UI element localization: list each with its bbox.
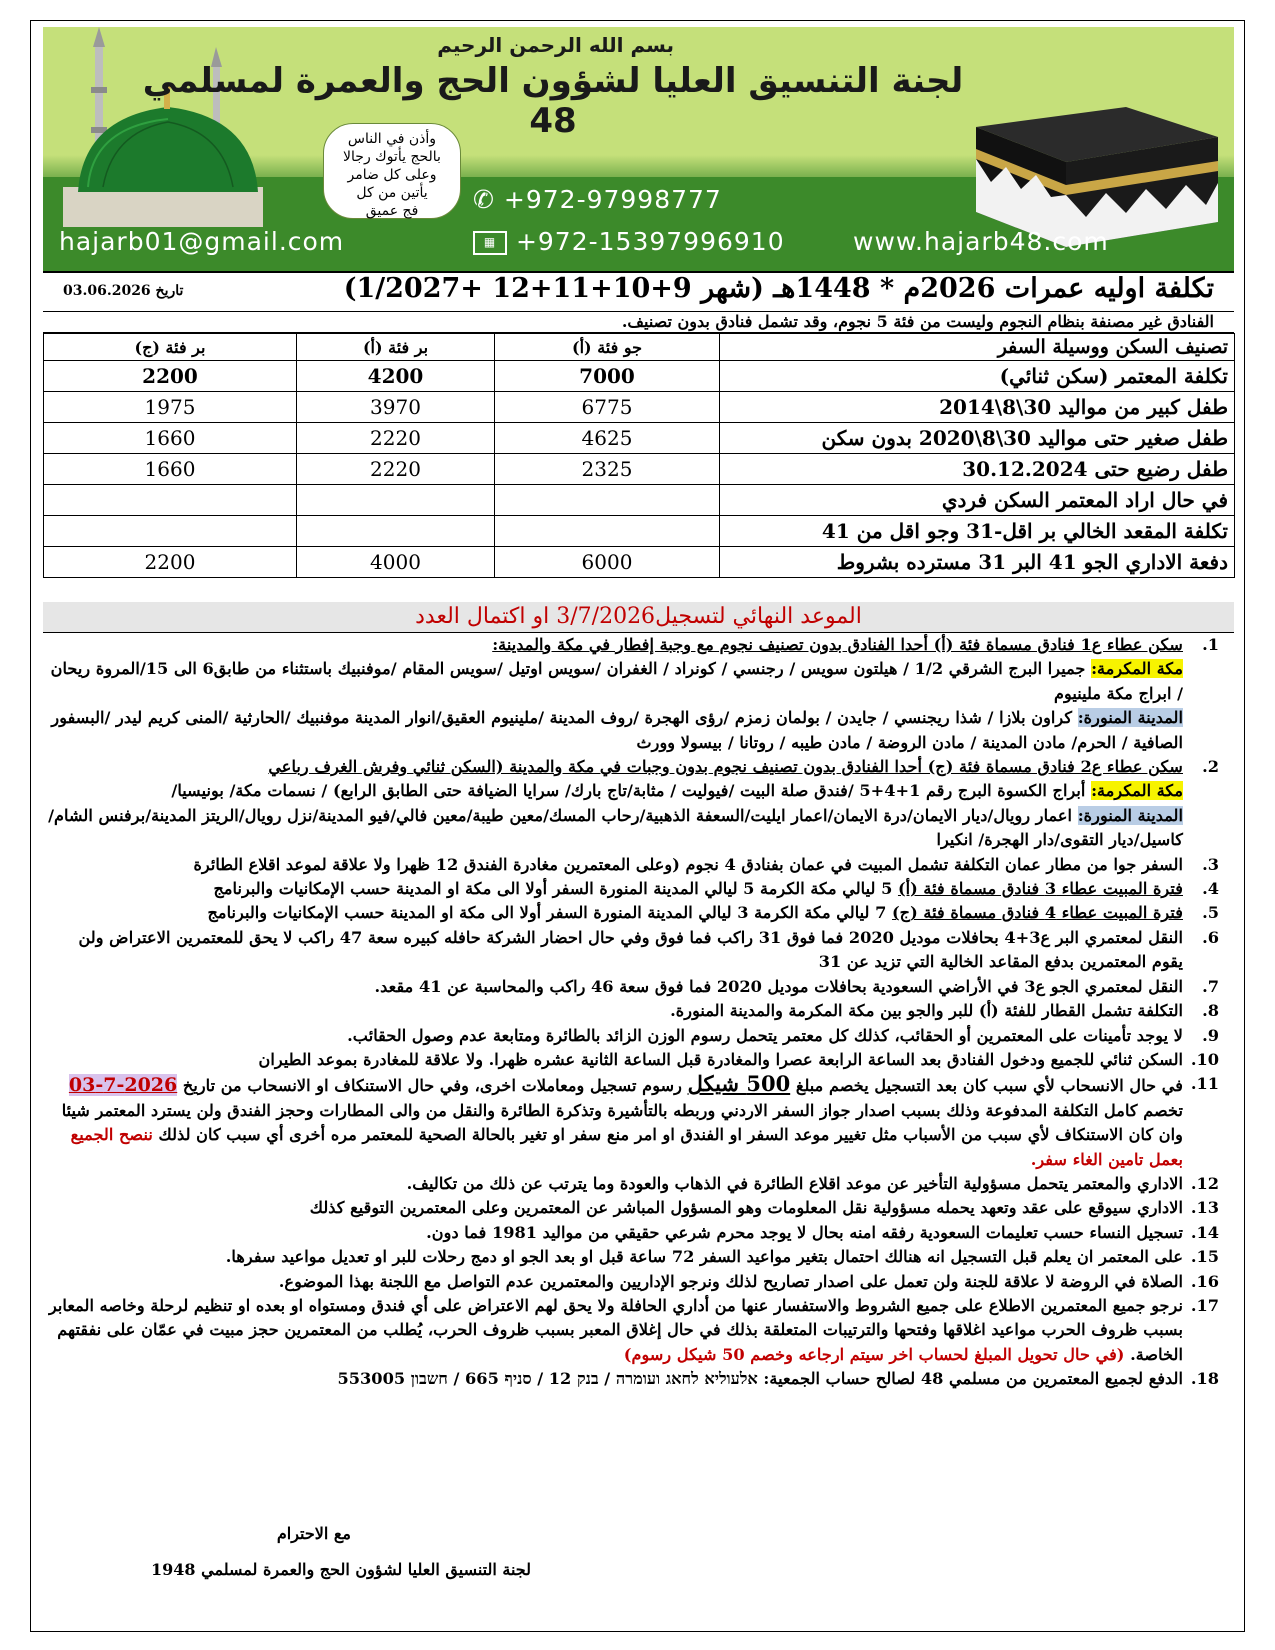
price-cell xyxy=(297,485,495,516)
condition-number: 18. xyxy=(1190,1369,1219,1389)
condition-number: 5. xyxy=(1202,903,1219,923)
condition-number: 11. xyxy=(1190,1074,1219,1094)
condition-item xyxy=(43,755,1223,853)
price-cell: 3970 xyxy=(297,392,495,423)
document-date: تاريخ 03.06.2026 xyxy=(63,283,184,299)
row-label: طفل صغير حتى مواليد 30\8\2020 بدون سكن xyxy=(720,423,1235,454)
price-cell: 4000 xyxy=(297,547,495,578)
condition-number: 16. xyxy=(1190,1271,1219,1291)
table-row xyxy=(44,454,1235,485)
row-label: في حال اراد المعتمر السكن فردي xyxy=(720,485,1235,516)
price-list-header xyxy=(43,271,1234,312)
mobile-contact xyxy=(473,227,785,256)
column-header: بر فئة (ج) xyxy=(44,334,297,361)
condition-number: 15. xyxy=(1190,1247,1219,1267)
price-cell: 2200 xyxy=(44,547,297,578)
price-cell: 2200 xyxy=(44,361,297,392)
signature-block xyxy=(71,1521,531,1583)
text-part: تخصم كامل التكلفة المدفوعة وذلك بسبب اصدار جواز السفر الاردني وربطه بالتأشيرة وتذكرة الطائرة والنقل من والى المطارات وحجز الفندق ولن يسترد المعتمر شيئا وان كان الاستنكاف لأي سبب من الأسباب مثل تغيير موعد السفر او الفندق او امر منع سفر او تغير بالحالة الصحية للمعتمر مره أخرى أي سبب كان لذلك xyxy=(61,1100,1183,1145)
table-row xyxy=(44,485,1235,516)
condition-text: السفر جوا من مطار عمان التكلفة تشمل المبيت في عمان بفنادق 4 نجوم (وعلى المعتمرين مغادرة الفندق 12 ظهرا ولا علاقة لموعد اقلاع الطائرة xyxy=(193,854,1183,874)
price-cell xyxy=(495,485,720,516)
phone-contact xyxy=(473,185,722,214)
condition-highlight: فترة المبيت عطاء 4 فنادق مسماة فئة (ج) xyxy=(892,903,1183,923)
condition-text: السكن ثنائي للجميع ودخول الفنادق بعد الساعة الرابعة عصرا والمغادرة قبل الساعة الثانية عشره ظهرا. ولا علاقة للمغادرة بموعد الطيران xyxy=(258,1049,1183,1069)
madinah-label: المدينة المنورة: xyxy=(1077,805,1183,825)
condition-text: سكن عطاء ع2 فنادق مسماة فئة (ج) أحدا الفنادق بدون تصنيف نجوم بدون وجبات في مكة والمدينة (السكن ثنائي وفرش الغرف رباعي xyxy=(268,757,1183,777)
quran-verse-bubble xyxy=(323,123,461,219)
price-cell xyxy=(44,516,297,547)
condition-detail: 5 ليالي مكة الكرمة 5 ليالي المدينة المنورة السفر أولا الى مكة او المدينة حسب الإمكانيات والبرنامج xyxy=(213,879,898,899)
email-address: hajarb01@gmail.com xyxy=(59,227,345,256)
table-row xyxy=(44,392,1235,423)
price-cell: 4200 xyxy=(297,361,495,392)
hotel-list: كراون بلازا / شذا ريجنسي / جايدن / بولمان زمزم /رؤى الهجرة /روف المدينة /ملينيوم العقيق/انوار المدينة موفنبيك /الحارثية /المنى كريم ليدر /البسفور الصافية / الحرم/ مادن المدينة / مادن الروضة / مادن طيبه / روتانا / بيسولا وورث xyxy=(51,708,1183,752)
row-label: تكلفة المعتمر (سكن ثنائي) xyxy=(720,361,1235,392)
condition-number: 8. xyxy=(1202,1001,1219,1021)
verse-line: فج عميق xyxy=(365,203,419,219)
condition-text: النقل لمعتمري البر ع3+4 بحافلات موديل 2020 فما فوق 31 راكب فما فوق وفي حال احضار الشركة حافله كبيره سعة 47 راكب لا يحق للمعتمرين الاعتراض ولن يقوم المعتمرين بدفع المقاعد الخالية التي تزيد عن 31 xyxy=(78,927,1183,972)
condition-number: 3. xyxy=(1202,854,1219,874)
condition-item xyxy=(43,999,1223,1023)
condition-text: سكن عطاء ع1 فنادق مسماة فئة (أ) أحدا الفنادق بدون تصنيف نجوم مع وجبة إفطار في مكة والمدينة: xyxy=(492,635,1183,654)
text-part: رسوم تسجيل ومعاملات اخرى، وفي حال الاستنكاف او الانسحاب من تاريخ xyxy=(177,1076,688,1096)
text-part: في حال الانسحاب لأي سبب كان بعد التسجيل يخصم مبلغ xyxy=(790,1076,1183,1096)
condition-item xyxy=(43,1245,1223,1269)
condition-item xyxy=(43,1048,1223,1072)
condition-text xyxy=(43,1072,1183,1172)
makkah-hotels xyxy=(43,657,1183,706)
insurance-advice: ننصح الجميع بعمل تامين الغاء سفر. xyxy=(70,1125,1183,1169)
website-url: www.hajarb48.com xyxy=(853,227,1109,256)
condition-number: 9. xyxy=(1202,1025,1219,1045)
price-cell xyxy=(44,485,297,516)
price-list-title: تكلفة اوليه عمرات 2026م * 1448هـ (شهر 9+10+11+12 +1/2027) xyxy=(343,273,1214,304)
condition-number: 6. xyxy=(1202,927,1219,947)
kaaba-image xyxy=(956,87,1226,247)
condition-item xyxy=(43,1172,1223,1196)
committee-signature: لجنة التنسيق العليا لشؤون الحج والعمرة لمسلمي 1948 xyxy=(151,1560,531,1579)
row-label: تكلفة المقعد الخالي بر اقل-31 وجو اقل من 41 xyxy=(720,516,1235,547)
condition-detail: 7 ليالي مكة الكرمة 3 ليالي المدينة المنورة السفر أولا الى مكة او المدينة حسب الإمكانيات والبرنامج xyxy=(207,903,893,923)
condition-item xyxy=(43,1221,1223,1245)
transfer-warning: (في حال تحويل المبلغ لحساب اخر سيتم ارجاعه وخصم 50 شيكل رسوم) xyxy=(623,1344,1125,1364)
makkah-label: مكة المكرمة: xyxy=(1091,781,1183,801)
header-banner xyxy=(43,27,1234,273)
condition-item xyxy=(43,926,1223,975)
condition-item xyxy=(43,1024,1223,1048)
phone-icon: ✆ xyxy=(473,185,495,214)
cancellation-date: 2026-7-03 xyxy=(68,1074,178,1097)
condition-text xyxy=(43,877,1183,901)
table-row xyxy=(44,516,1235,547)
price-cell: 4625 xyxy=(495,423,720,454)
verse-line: وعلى كل ضامر xyxy=(347,167,437,183)
price-cell: 2220 xyxy=(297,454,495,485)
closing-regards: مع الاحترام xyxy=(276,1524,351,1543)
payment-account-details: الدفع لجميع المعتمرين من مسلمي 48 لصالح حساب الجمعية: אלעוליא לחאג ועומרה / בנק 12 / סניף 665 / חשבון 553005 xyxy=(337,1369,1183,1389)
price-cell: 1660 xyxy=(44,423,297,454)
basmala: بسم الله الرحمن الرحيم xyxy=(437,33,674,57)
column-header: بر فئة (أ) xyxy=(297,334,495,361)
column-header: تصنيف السكن ووسيلة السفر xyxy=(720,334,1235,361)
condition-item xyxy=(43,975,1223,999)
price-cell: 1660 xyxy=(44,454,297,485)
cancellation-fee: 500 شيكل xyxy=(687,1071,791,1097)
price-cell xyxy=(495,516,720,547)
madinah-label: المدينة المنورة: xyxy=(1077,708,1183,728)
table-header-row xyxy=(44,334,1235,361)
makkah-hotels xyxy=(43,779,1183,803)
price-cell: 6000 xyxy=(495,547,720,578)
mobile-icon: ▦ xyxy=(473,231,507,255)
condition-item xyxy=(43,1367,1223,1391)
registration-deadline: الموعد النهائي لتسجيل3/7/2026 او اكتمال العدد xyxy=(43,602,1234,633)
table-row xyxy=(44,423,1235,454)
condition-item xyxy=(43,1196,1223,1220)
phone-number: +972-97998777 xyxy=(503,185,722,214)
price-cell: 7000 xyxy=(495,361,720,392)
condition-number: 7. xyxy=(1202,976,1219,996)
price-table xyxy=(43,333,1235,578)
table-row xyxy=(44,547,1235,578)
verse-line: وأذن في الناس xyxy=(347,131,437,147)
column-header: جو فئة (أ) xyxy=(495,334,720,361)
verse-line: بالحج يأتوك رجالا xyxy=(343,149,441,165)
condition-item xyxy=(43,853,1223,877)
condition-text: الصلاة في الروضة لا علاقة للجنة ولن تعمل على اصدار تصاريح لذلك ونرجو الإداريين والمعتمرين عدم التواصل مع اللجنة بهذا الموضوع. xyxy=(278,1271,1183,1291)
madinah-hotels xyxy=(43,706,1183,755)
condition-text: الاداري سيوقع على عقد وتعهد يحمله مسؤولية نقل المعلومات وهو المسؤول المباشر عن المعتمرين وعلى المعتمرين التوقيع كذلك xyxy=(309,1198,1183,1218)
table-row xyxy=(44,361,1235,392)
row-label: طفل كبير من مواليد 30\8\2014 xyxy=(720,392,1235,423)
condition-item xyxy=(43,877,1223,901)
document-page xyxy=(30,20,1245,1632)
price-cell: 2325 xyxy=(495,454,720,485)
condition-text: الاداري والمعتمر يتحمل مسؤولية التأخير عن موعد اقلاع الطائرة في الذهاب والعودة وما يترتب عن ذلك من تكاليف. xyxy=(406,1173,1183,1193)
verse-line: يأتين من كل xyxy=(356,185,428,201)
condition-number: 17. xyxy=(1190,1295,1219,1315)
condition-item xyxy=(43,1294,1223,1367)
condition-text: تسجيل النساء حسب تعليمات السعودية رفقه امنه بحال لا يوجد محرم شرعي حقيقي من مواليد 1981 فما دون. xyxy=(426,1222,1183,1242)
condition-highlight: فترة المبيت عطاء 3 فنادق مسماة فئة (أ) xyxy=(897,879,1183,899)
hotel-list: أبراج الكسوة البرج رقم 1+4+5 /فندق صلة البيت /فيوليت / مثابة/تاج بارك/ سرايا الضيافة حتى الطابق الرابع) / نسمات مكة/ بونيسيا/ xyxy=(171,781,1092,801)
condition-text: التكلفة تشمل القطار للفئة (أ) للبر والجو بين مكة المكرمة والمدينة المنورة. xyxy=(670,1001,1183,1021)
condition-item xyxy=(43,633,1223,755)
hotel-list: جميرا البرج الشرقي 1/2 / هيلتون سويس / رجنسي / كونراد / الغفران /سويس اوتيل /سويس المقام /موفنبيك باستثناء من طابق6 الى 15/المروة ريحان / ابراج مكة ملينيوم xyxy=(50,659,1183,703)
conditions-list xyxy=(43,633,1223,1392)
condition-item xyxy=(43,901,1223,925)
text-part: نرجو جميع المعتمرين الاطلاع على جميع الشروط والاستفسار عنها من أداري الحافلة ولا يحق لهم الاعتراض على أي فندق ومستواه او بعده او تنظيم لرحلة وخاصه المعابر بسبب ظروف الحرب مواعيد اغلاقها وفتحها والترتيبات المتعلقة بذلك في حال إغلاق المعبر بسبب ظروف الحرب، يُطلب من المعتمرين حجز مبيت في عمّان على نفقتهم الخاصة. xyxy=(48,1295,1183,1364)
price-cell xyxy=(297,516,495,547)
condition-text xyxy=(43,901,1183,925)
condition-text xyxy=(43,1294,1183,1367)
condition-number: 2. xyxy=(1202,757,1219,777)
condition-number: 1. xyxy=(1202,635,1219,654)
row-label: طفل رضيع حتى 30.12.2024 xyxy=(720,454,1235,485)
condition-item xyxy=(43,1270,1223,1294)
mobile-number: +972-15397996910 xyxy=(515,227,785,256)
committee-title: لجنة التنسيق العليا لشؤون الحج والعمرة لمسلمي 48 xyxy=(142,61,964,141)
hotel-list: اعمار رويال/ديار الايمان/درة الايمان/اعمار ايليت/السعفة الذهبية/رحاب المسك/معين طيبة/معين فالي/فيو المدينة/نزل رويال/الريتز المدينة/برفنس الشام/كاسيل/ديار التقوى/دار الهجرة/ انكيرا xyxy=(48,805,1183,850)
price-cell: 1975 xyxy=(44,392,297,423)
hotel-rating-note: الفنادق غير مصنفة بنظام النجوم وليست من فئة 5 نجوم، وقد تشمل فنادق بدون تصنيف. xyxy=(43,311,1234,333)
condition-text: النقل لمعتمري الجو ع3 في الأراضي السعودية بحافلات موديل 2020 فما فوق سعة 46 راكب والمحاسبة عن 41 مقعد. xyxy=(374,976,1183,996)
row-label: دفعة الاداري الجو 41 البر 31 مسترده بشروط xyxy=(720,547,1235,578)
condition-number: 10. xyxy=(1190,1049,1219,1069)
madinah-hotels xyxy=(43,804,1183,853)
condition-text: لا يوجد تأمينات على المعتمرين أو الحقائب، كذلك كل معتمر يتحمل رسوم الوزن الزائد بالطائرة ومتابعة عدم وصول الحقائب. xyxy=(347,1025,1183,1045)
price-cell: 2220 xyxy=(297,423,495,454)
condition-number: 4. xyxy=(1202,879,1219,899)
price-cell: 6775 xyxy=(495,392,720,423)
condition-text: على المعتمر ان يعلم قبل التسجيل انه هنالك احتمال بتغير مواعيد السفر 72 ساعة قبل او بعد الجو او دمج رحلات للبر او تعديل مواعيد سفرها. xyxy=(225,1247,1183,1267)
condition-item xyxy=(43,1072,1223,1172)
makkah-label: مكة المكرمة: xyxy=(1091,659,1183,679)
condition-number: 13. xyxy=(1190,1198,1219,1218)
condition-number: 12. xyxy=(1190,1173,1219,1193)
condition-number: 14. xyxy=(1190,1222,1219,1242)
